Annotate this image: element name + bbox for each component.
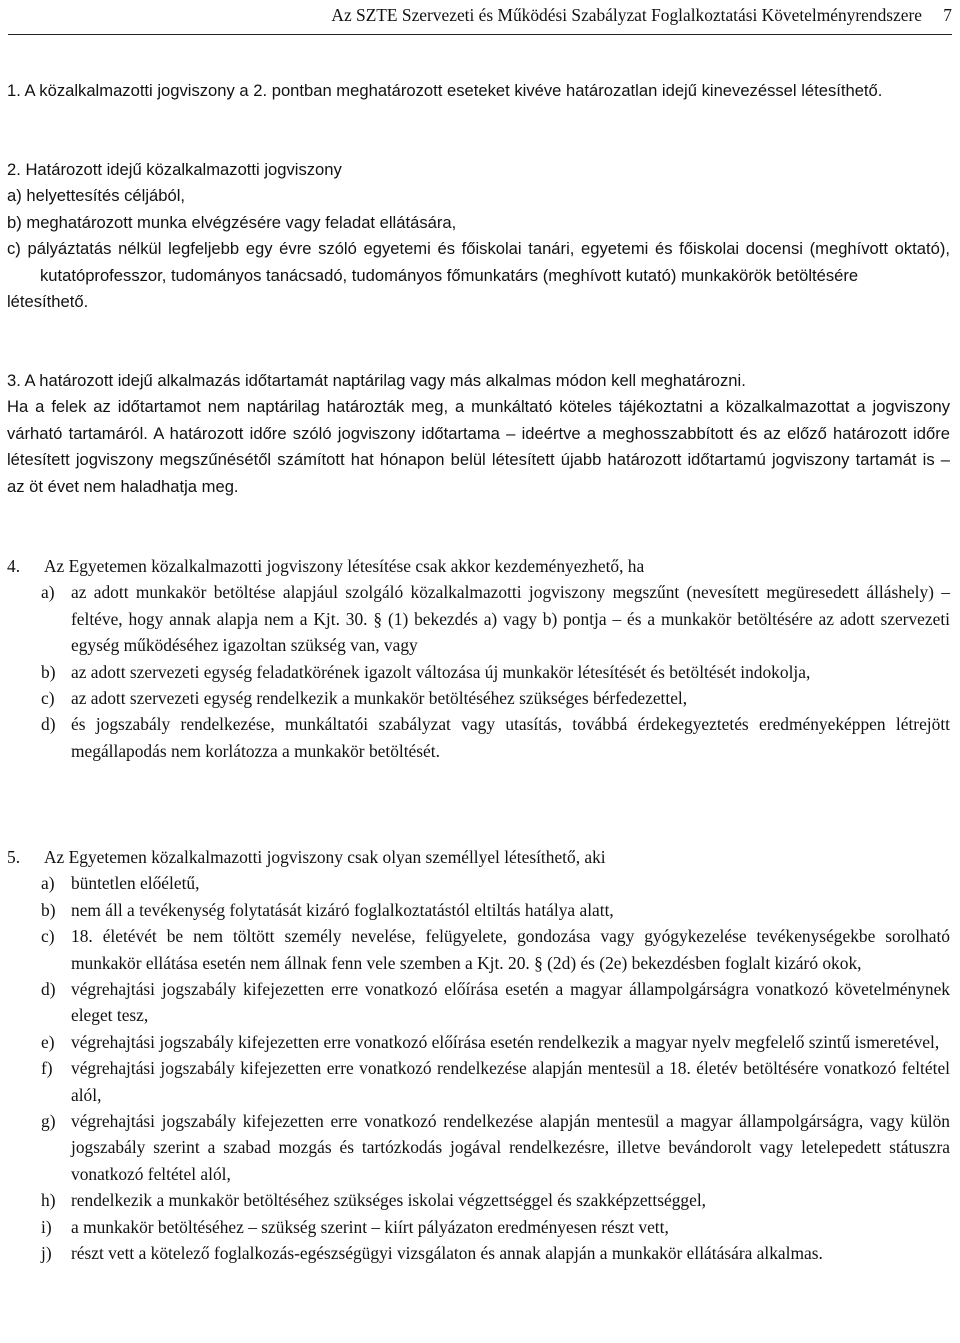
header-title: Az SZTE Szervezeti és Működési Szabályzat Foglalkoztatási Követelményrendszere xyxy=(331,5,922,25)
item-label: g) xyxy=(41,1111,56,1132)
section-5-intro-text: Az Egyetemen közalkalmazotti jogviszony csak olyan személlyel létesíthető, aki xyxy=(44,847,606,867)
item-text: végrehajtási jogszabály kifejezetten erre vonatkozó előírása esetén a magyar állampolgárságra vonatkozó követelménynek eleget tesz, xyxy=(71,979,950,1026)
item-label: c) xyxy=(41,688,55,709)
section-2-item-c: c) pályáztatás nélkül legfeljebb egy évre szóló egyetemi és főiskolai tanári, egyetemi és főiskolai docensi (meghívott oktató), kutatóprofesszor, tudományos tanácsadó, tudományos főmunkatárs (meghívott kutató) munkakörök betöltésére xyxy=(7,239,950,285)
item-text: az adott szervezeti egység rendelkezik a munkakör betöltéséhez szükséges bérfedezettel, xyxy=(71,688,688,709)
section-3-first-paragraph: 3. A határozott idejű alkalmazás időtartamát naptárilag vagy más alkalmas módon kell meghatározni. xyxy=(7,371,746,390)
section-4-item-c xyxy=(7,685,950,711)
section-4-intro-text: Az Egyetemen közalkalmazotti jogviszony létesítése csak akkor kezdeményezhető, ha xyxy=(44,556,645,576)
section-5-item-a xyxy=(7,870,950,896)
section-2-item-b: b) meghatározott munka elvégzésére vagy feladat ellátására, xyxy=(7,212,457,232)
section-2-intro: 2. Határozott idejű közalkalmazotti jogviszony xyxy=(7,160,342,179)
section-2 xyxy=(7,157,950,315)
section-5-item-b xyxy=(7,897,950,923)
item-label: h) xyxy=(41,1190,56,1211)
item-label: d) xyxy=(41,714,56,735)
item-text: és jogszabály rendelkezése, munkáltatói szabályzat vagy utasítás, továbbá érdekegyeztetés eredményeképpen létrejött megállapodás nem korlátozza a munkakör betöltését. xyxy=(71,714,950,761)
item-text: végrehajtási jogszabály kifejezetten erre vonatkozó rendelkezése alapján mentesül a 18. életév betöltésére vonatkozó feltétel alól, xyxy=(71,1058,950,1105)
item-label: i) xyxy=(41,1216,52,1237)
section-5-item-d xyxy=(7,976,950,1029)
item-text: az adott szervezeti egység feladatkörének igazolt változása új munkakör létesítését és betöltését indokolja, xyxy=(71,661,811,682)
item-label: a) xyxy=(41,582,55,603)
section-5-item-g xyxy=(7,1108,950,1187)
item-text: rendelkezik a munkakör betöltéséhez szükséges iskolai végzettséggel és szakképzettséggel, xyxy=(71,1190,706,1211)
section-5-item-e xyxy=(7,1029,950,1055)
item-text: végrehajtási jogszabály kifejezetten erre vonatkozó előírása esetén rendelkezik a magyar nyelv megfelelő szintű ismeretével, xyxy=(71,1031,940,1052)
item-label: j) xyxy=(41,1243,52,1264)
section-2-item-a: a) helyettesítés céljából, xyxy=(7,186,186,206)
section-3 xyxy=(7,368,950,500)
section-5-item-i xyxy=(7,1214,950,1240)
item-label: b) xyxy=(41,899,56,920)
section-5-item-f xyxy=(7,1055,950,1108)
item-label: f) xyxy=(41,1058,53,1079)
page-number: 7 xyxy=(943,5,952,25)
item-label: c) xyxy=(41,926,55,947)
page-header xyxy=(8,0,952,35)
section-5-item-h xyxy=(7,1187,950,1213)
section-5-number: 5. xyxy=(7,847,21,867)
section-1 xyxy=(7,78,950,104)
section-5-item-c xyxy=(7,923,950,976)
section-4-number: 4. xyxy=(7,556,21,576)
section-5 xyxy=(7,844,950,1267)
item-text: nem áll a tevékenység folytatását kizáró foglalkoztatástól eltiltás hatálya alatt, xyxy=(71,899,614,920)
item-text: végrehajtási jogszabály kifejezetten erre vonatkozó rendelkezése alapján mentesül a magyar állampolgárságra, vagy külön jogszabály szerint a szabad mozgás és tartózkodás jogával rendelkezésre, illetve bevándorolt vagy letelepedett státuszra vonatkozó feltétel alól, xyxy=(71,1111,950,1184)
section-1-text: 1. A közalkalmazotti jogviszony a 2. pontban meghatározott eseteket kivéve határozatlan idejű kinevezéssel létesíthető. xyxy=(7,81,883,100)
item-label: a) xyxy=(41,873,55,894)
item-label: e) xyxy=(41,1031,55,1052)
section-2-tail: létesíthető. xyxy=(7,292,89,312)
section-3-second-paragraph: Ha a felek az időtartamot nem naptárilag határozták meg, a munkáltató köteles tájékoztatni a közalkalmazottat a jogviszony várható tartamáról. A határozott időre szóló jogviszony időtartama – ideértve a meghosszabbított és az előző határozott időre létesített jogviszony megszűnésétől számított hat hónapon belül létesített újabb határozott időtartamú jogviszony tartamát is – az öt évet nem haladhatja meg. xyxy=(7,397,950,496)
section-4-item-b xyxy=(7,659,950,685)
section-4-item-a xyxy=(7,579,950,658)
item-text: büntetlen előéletű, xyxy=(71,873,200,894)
section-5-intro xyxy=(7,844,950,870)
item-text: az adott munkakör betöltése alapjául szolgáló közalkalmazotti jogviszony megszűnt (nevesített megüresedett álláshely) – feltéve, hogy annak alapja nem a Kjt. 30. § (1) bekezdés a) vagy b) pontja – és a munkakör betöltésére az adott szervezeti egység működéséhez igazoltan szükség van, vagy xyxy=(71,582,950,656)
item-text: részt vett a kötelező foglalkozás-egészségügyi vizsgálaton és annak alapján a munkakör ellátására alkalmas. xyxy=(71,1243,823,1264)
item-text: 18. életévét be nem töltött személy nevelése, felügyelete, gondozása vagy gyógykezelése tevékenységekbe sorolható munkakör ellátása esetén nem állnak fenn vele szemben a Kjt. 20. § (2d) és (2e) bekezdésben foglalt kizáró okok, xyxy=(71,926,950,973)
item-label: d) xyxy=(41,979,56,1000)
section-4-item-d xyxy=(7,711,950,764)
section-4-intro xyxy=(7,553,950,579)
section-5-item-j xyxy=(7,1240,950,1266)
section-4 xyxy=(7,553,950,764)
item-label: b) xyxy=(41,661,56,682)
item-text: a munkakör betöltéséhez – szükség szerint – kiírt pályázaton eredményesen részt vett, xyxy=(71,1216,669,1237)
